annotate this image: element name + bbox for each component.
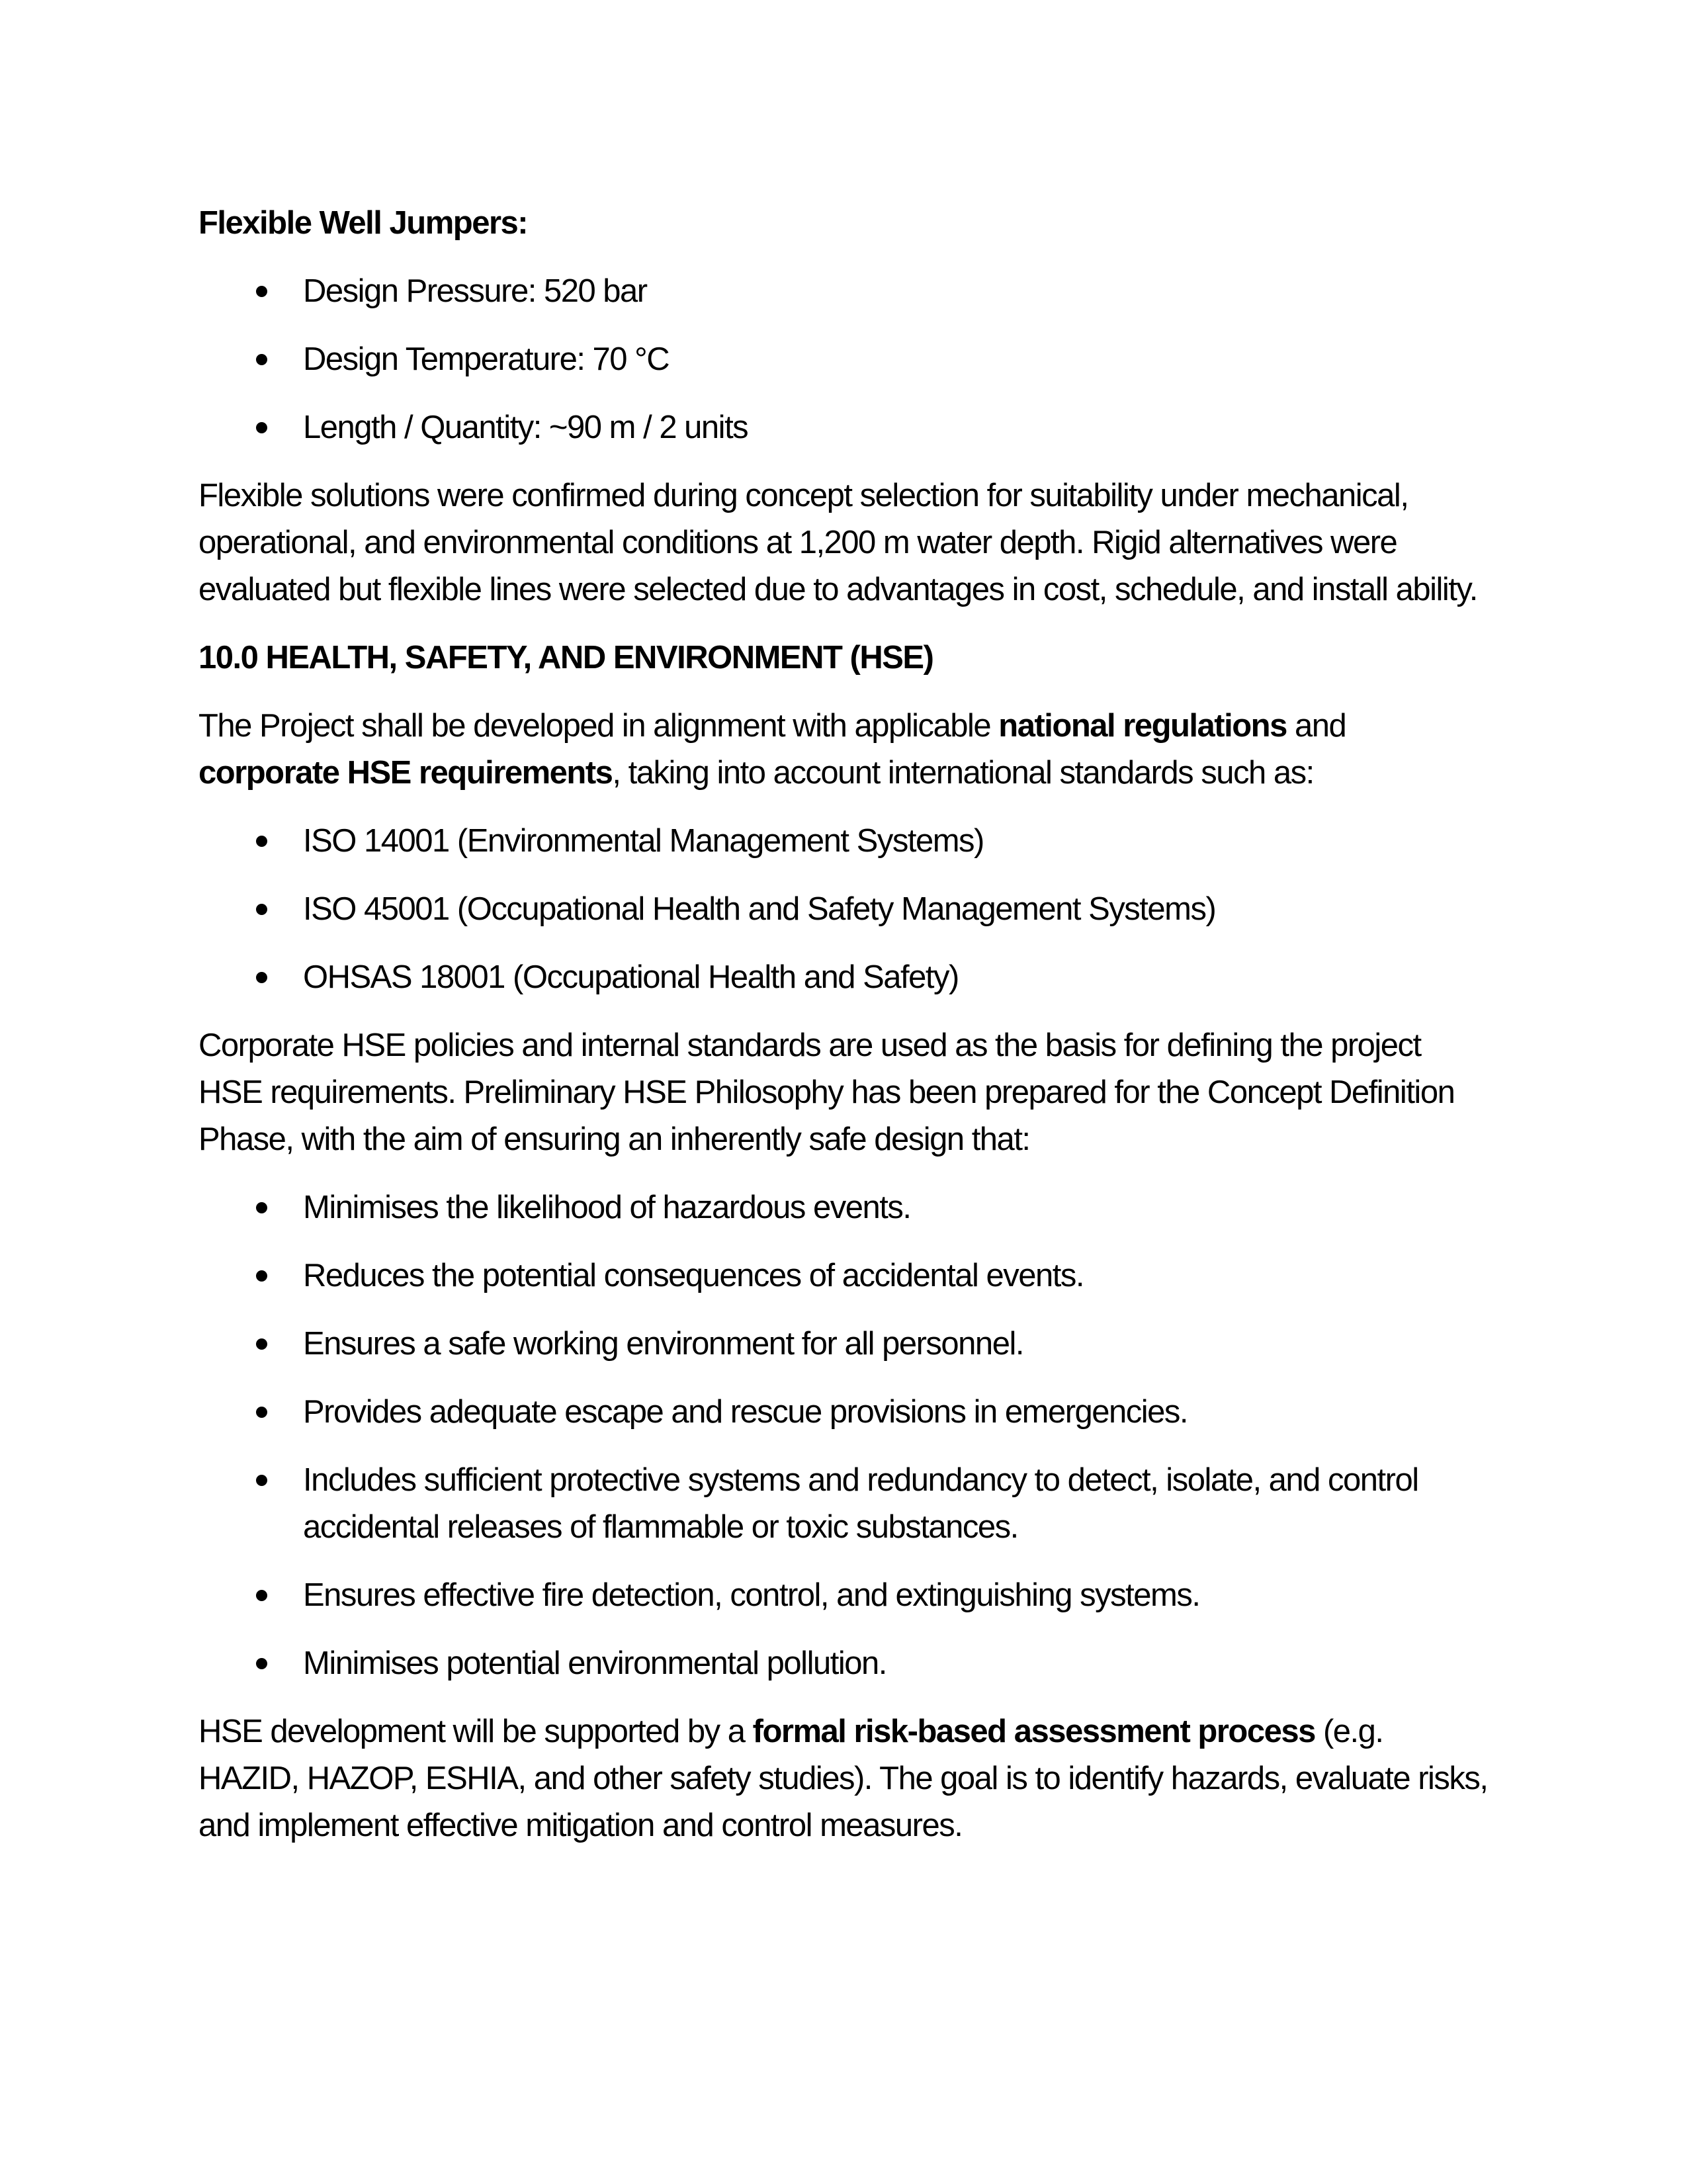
list-item <box>198 1252 1489 1299</box>
intro-text: and <box>1286 708 1346 744</box>
list-item-text: ISO 45001 (Occupational Health and Safety Management Systems) <box>303 891 1216 927</box>
list-item-text: ISO 14001 (Environmental Management Systems) <box>303 823 984 859</box>
bullet-icon <box>256 1338 267 1350</box>
list-item <box>198 336 1489 383</box>
closing-text: (e.g. HAZID, HAZOP, ESHIA, and other safety studies). The goal is to identify hazards, evaluate risks, and implement effective mitigation and control measures. <box>198 1714 1488 1843</box>
list-item-text: Provides adequate escape and rescue provisions in emergencies. <box>303 1394 1188 1430</box>
list-item <box>198 268 1489 315</box>
list-item-text: Reduces the potential consequences of accidental events. <box>303 1258 1084 1293</box>
bullet-icon <box>256 904 267 915</box>
list-item-text: Minimises potential environmental pollution. <box>303 1645 887 1681</box>
bullet-icon <box>256 1590 267 1601</box>
list-item <box>198 1457 1489 1551</box>
list-item <box>198 818 1489 865</box>
bullet-icon <box>256 1658 267 1669</box>
spec-bullet-list <box>198 268 1489 451</box>
list-item-text: Design Pressure: 520 bar <box>303 273 647 309</box>
list-item <box>198 954 1489 1001</box>
list-item-text: Minimises the likelihood of hazardous events. <box>303 1190 911 1225</box>
list-item <box>198 1321 1489 1368</box>
section-heading-hse: 10.0 HEALTH, SAFETY, AND ENVIRONMENT (HSE) <box>198 640 933 676</box>
paragraph-flexible-solutions: Flexible solutions were confirmed during concept selection for suitability under mechanical, operational, and environmental conditions at 1,200 m water depth. Rigid alternatives were evaluated but flexible lines were selected due to advantages in cost, schedule, and install ability. <box>198 478 1477 607</box>
bullet-icon <box>256 1475 267 1486</box>
bold-phrase-corporate-hse-requirements: corporate HSE requirements <box>198 755 613 791</box>
list-item <box>198 1389 1489 1436</box>
closing-text: HSE development will be supported by a <box>198 1714 753 1749</box>
design-goals-bullet-list <box>198 1184 1489 1687</box>
bullet-icon <box>256 422 267 433</box>
paragraph-hse-policies: Corporate HSE policies and internal standards are used as the basis for defining the project HSE requirements. Preliminary HSE Philosophy has been prepared for the Concept Definition Phase, with the aim of ensuring an inherently safe design that: <box>198 1027 1455 1157</box>
paragraph-hse-intro <box>198 703 1489 797</box>
bullet-icon <box>256 1202 267 1213</box>
list-item-text: Design Temperature: 70 °C <box>303 341 670 377</box>
bold-phrase-risk-based-assessment: formal risk-based assessment process <box>752 1714 1315 1749</box>
bullet-icon <box>256 1270 267 1282</box>
intro-text: , taking into account international standards such as: <box>612 755 1314 791</box>
bullet-icon <box>256 1407 267 1418</box>
list-item <box>198 404 1489 451</box>
bullet-icon <box>256 836 267 847</box>
list-item <box>198 1184 1489 1231</box>
list-item-text: Ensures effective fire detection, control, and extinguishing systems. <box>303 1577 1200 1613</box>
list-item-text: Length / Quantity: ~90 m / 2 units <box>303 410 748 445</box>
list-item-text: Includes sufficient protective systems and redundancy to detect, isolate, and control accidental releases of flammable or toxic substances. <box>303 1462 1418 1545</box>
list-item-text: OHSAS 18001 (Occupational Health and Safety) <box>303 959 959 995</box>
list-item <box>198 886 1489 933</box>
bullet-icon <box>256 354 267 365</box>
intro-text: The Project shall be developed in alignment with applicable <box>198 708 999 744</box>
list-item-text: Ensures a safe working environment for all personnel. <box>303 1326 1023 1362</box>
bold-phrase-national-regulations: national regulations <box>998 708 1287 744</box>
bullet-icon <box>256 972 267 983</box>
bullet-icon <box>256 286 267 297</box>
paragraph-hse-closing <box>198 1708 1489 1849</box>
standards-bullet-list <box>198 818 1489 1001</box>
list-item <box>198 1572 1489 1619</box>
list-item <box>198 1640 1489 1687</box>
section-heading-flexible-well-jumpers: Flexible Well Jumpers: <box>198 205 528 241</box>
